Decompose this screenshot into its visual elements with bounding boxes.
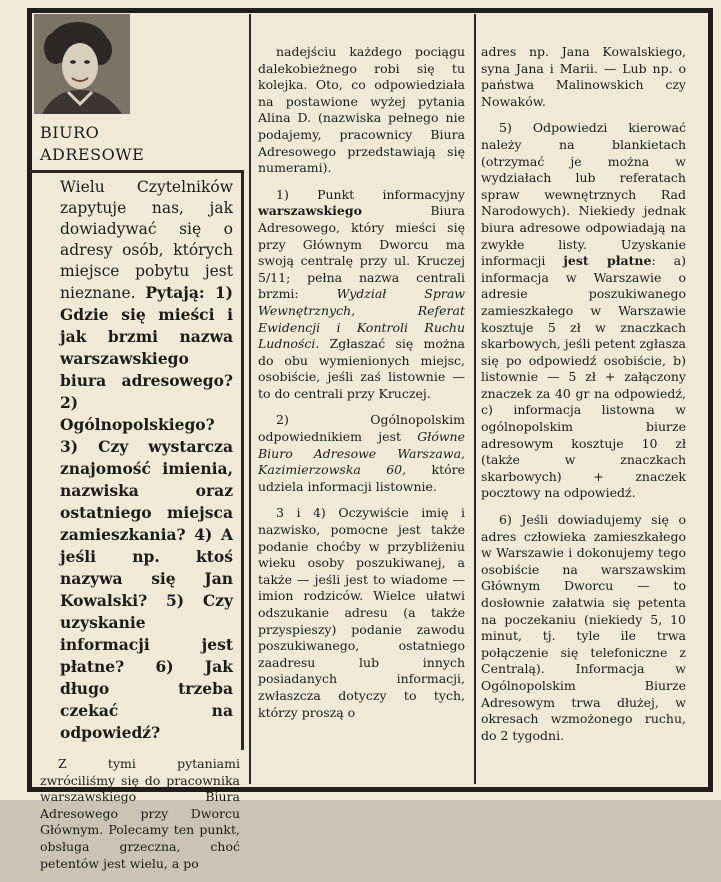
article-column-1 <box>40 122 240 882</box>
article-column-3 <box>481 44 686 754</box>
woman-portrait-icon <box>34 14 130 114</box>
heading-line-2: ADRESOWE <box>40 145 145 164</box>
answer-1-text-a: 1) Punkt informacyjny <box>276 186 465 202</box>
answer-5 <box>481 120 686 502</box>
answer-5-text-a: 5) Odpowiedzi kierować należy na blankietach (otrzymać je można w wydziałach lub referatach spraw wewnętrznych Rad Narodowych). Niekiedy jednak biura adresowe odpowiadają na zwykłe listy. Uzyskanie informacji <box>481 120 686 269</box>
column-divider <box>474 14 476 784</box>
answer-5-text-c: : a) informacja w Warszawie o adresie poszukiwanego zamieszkałego w Warszawie kosztuje 5 zł w znaczkach skarbowych, jeśli petent zgłasza się po odpowiedź osobiście, b) listownie — 5 zł + załączony znaczek za 40 gr na odpowiedź, c) informacja listowna w ogólnopolskim biurze adresowym kosztuje 10 zł (także w znaczkach skarbowych) + znaczek pocztowy na odpowiedź. <box>481 253 686 501</box>
article-paragraph: nadejściu każdego pociągu dalekobieżnego robi się tu kolejka. Oto, co odpowiedziała na postawione wyżej pytania Alina D. (nazwiska pełnego nie podajemy, pracownicy Biura Adresowego przedstawiają się numerami). <box>258 44 465 176</box>
answer-1-italic: Wydział Spraw Wewnętrznych, Referat Ewidencji i Kontroli Ruchu Ludności. <box>258 286 465 352</box>
article-column-2 <box>258 44 465 731</box>
answer-6: 6) Jeśli dowiadujemy się o adres człowieka zamieszkałego w Warszawie i dokonujemy tego osobiście na warszawskim Głównym Dworcu — to dosłownie załatwia się petenta na poczekaniu (niekiedy 5, 10 minut, tj. tyle ile trwa połączenie się telefoniczne z Centralą). Informacja w Ogólnopolskim Biurze Adresowym trwa dłużej, w okresach wzmożonego ruchu, do 2 tygodni. <box>481 512 686 743</box>
answer-2-text-c: które udziela informacji listownie. <box>258 462 465 494</box>
article-paragraph: Z tymi pytaniami zwróciliśmy się do pracownika warszawskiego Biura Adresowego przy Dworcu Głównym. Polecamy ten punkt, obsługa grzeczna, choć petentów jest wielu, a po <box>40 756 240 871</box>
answer-3-4: 3 i 4) Oczywiście imię i nazwisko, pomocne jest także podanie choćby w przybliżeniu wieku osoby poszukiwanej, a także — jeśli jest to wiadome — imion rodziców. Wielce ułatwi odszukanie adresu (a także przyspieszy) podanie zawodu poszukiwanego, ostatniego zaadresu lub innych posiadanych informacji, zwłaszcza dotyczy to tych, którzy proszą o <box>258 505 465 720</box>
lead-questions: Pytają: 1) Gdzie się mieści i jak brzmi nazwa warszawskiego biura adresowego? 2) Ogólnopolskiego? 3) Czy wystarcza znajomość imienia, nazwiska oraz ostatniego miejsca zamieszkania? 4) A jeśli np. ktoś nazywa się Jan Kowalski? 5) Czy uzyskanie informacji jest płatne? 6) Jak długo trzeba czekać na odpowiedź? <box>60 283 233 742</box>
answer-1-text-e: Zgłaszać się można do obu wymienionych miejsc, osobiście, jeśli zaś listownie — to do centrali przy Kruczej. <box>258 336 465 401</box>
article-paragraph: adres np. Jana Kowalskiego, syna Jana i Marii. — Lub np. o państwa Malinowskich czy Nowaków. <box>481 44 686 109</box>
answer-1-bold: warszawskiego <box>258 203 362 219</box>
column-divider <box>249 14 251 784</box>
heading-line-1: BIURO <box>40 123 100 142</box>
answer-2-text-a: 2) Ogólnopolskim odpowiednikiem jest <box>258 412 465 445</box>
answer-2 <box>258 412 465 495</box>
lead-box <box>30 170 244 750</box>
answer-5-bold: jest płatne <box>563 253 652 269</box>
answer-1-text-c: Biura Adresowego, który mieści się przy Głównym Dworcu ma swoją centralę przy ul. Kruczej 5/11; pełna nazwa centrali brzmi: <box>258 203 465 302</box>
answer-2-italic: Główne Biuro Adresowe Warszawa, Kazimierzowska 60, <box>258 429 465 478</box>
author-portrait <box>34 14 130 114</box>
article-heading <box>40 122 240 166</box>
answer-1 <box>258 187 465 403</box>
lead-intro: Wielu Czytelników zapytuje nas, jak dowiadywać się o adresy osób, których miejsce pobytu jest nieznane. <box>60 178 233 302</box>
